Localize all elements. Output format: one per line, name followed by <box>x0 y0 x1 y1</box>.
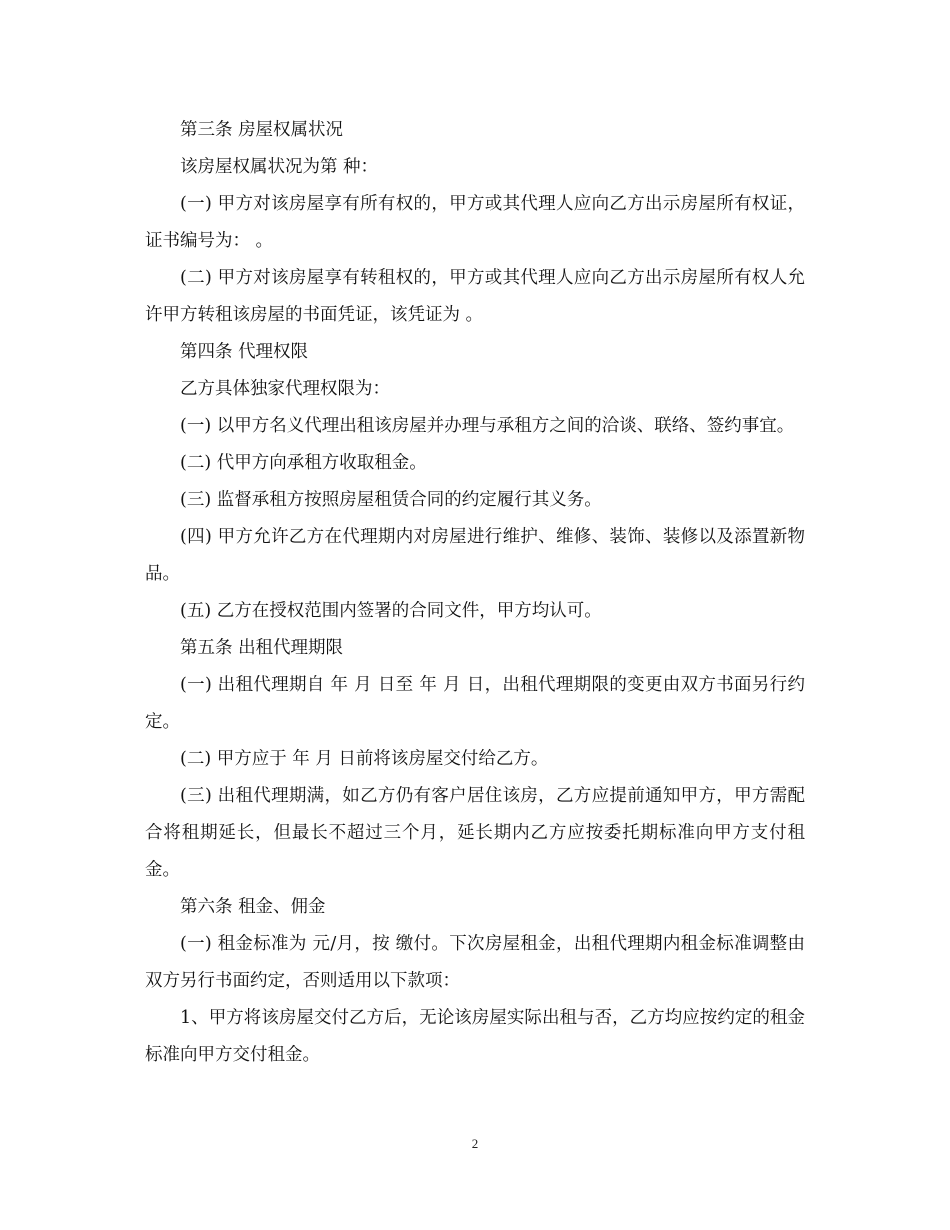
paragraph: (一) 甲方对该房屋享有所有权的，甲方或其代理人应向乙方出示房屋所有权证，证书编号为： 。 <box>145 194 805 251</box>
paragraph: 该房屋权属状况为第 种： <box>180 157 379 177</box>
paragraph: (三) 监督承租方按照房屋租赁合同的约定履行其义务。 <box>180 490 602 510</box>
paragraph: 1、甲方将该房屋交付乙方后，无论该房屋实际出租与否，乙方均应按约定的租金标准向甲方交付租金。 <box>145 1008 805 1065</box>
paragraph: (三) 出租代理期满，如乙方仍有客户居住该房，乙方应提前通知甲方，甲方需配合将租期延长，但最长不超过三个月，延长期内乙方应按委托期标准向甲方支付租金。 <box>145 786 805 880</box>
paragraph: (二) 代甲方向承租方收取租金。 <box>180 453 427 473</box>
paragraph: (五) 乙方在授权范围内签署的合同文件，甲方均认可。 <box>180 601 602 621</box>
article-heading-5: 第五条 出租代理期限 <box>180 638 344 658</box>
paragraph: (一) 出租代理期自 年 月 日至 年 月 日，出租代理期限的变更由双方书面另行约定。 <box>145 675 805 732</box>
paragraph: (一) 租金标准为 元/月，按 缴付。下次房屋租金，出租代理期内租金标准调整由双方另行书面约定，否则适用以下款项： <box>145 934 805 991</box>
article-heading-6: 第六条 租金、佣金 <box>180 897 326 917</box>
page-number: 2 <box>471 1136 479 1151</box>
article-heading-3: 第三条 房屋权属状况 <box>180 120 344 140</box>
paragraph: (四) 甲方允许乙方在代理期内对房屋进行维护、维修、装饰、装修以及添置新物品。 <box>145 527 805 584</box>
paragraph: (二) 甲方应于 年 月 日前将该房屋交付给乙方。 <box>180 749 549 769</box>
paragraph: 乙方具体独家代理权限为： <box>180 379 390 399</box>
document-body <box>145 112 805 1074</box>
article-heading-4: 第四条 代理权限 <box>180 342 309 362</box>
paragraph: (一) 以甲方名义代理出租该房屋并办理与承租方之间的洽谈、联络、签约事宜。 <box>180 416 795 436</box>
paragraph: (二) 甲方对该房屋享有转租权的，甲方或其代理人应向乙方出示房屋所有权人允许甲方转租该房屋的书面凭证，该凭证为 。 <box>145 268 805 325</box>
